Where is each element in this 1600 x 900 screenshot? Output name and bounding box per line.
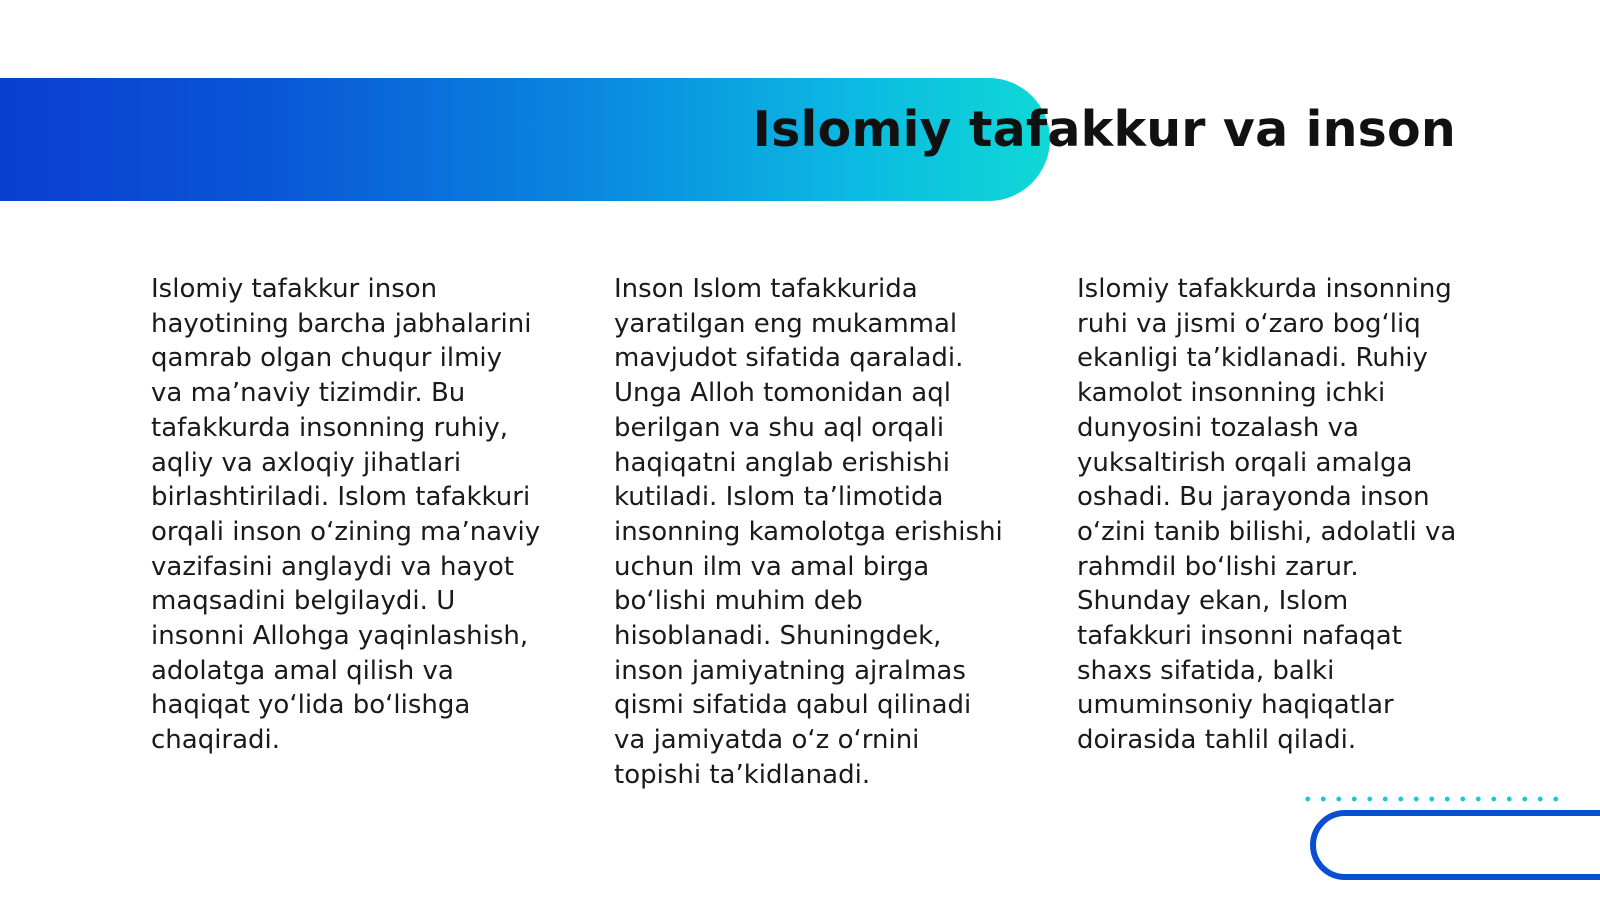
slide-title: Islomiy tafakkur va inson: [752, 101, 1456, 158]
text-column-right: Islomiy tafakkurda insonning ruhi va jismi o‘zaro bog‘liq ekanligi ta’kidlanadi. Ruhiy kamolot insonning ichki dunyosini tozalash va yuksaltirish orqali amalga oshadi. Bu jarayonda inson o‘zini tanib bilishi, adolatli va rahmdil bo‘lishi zarur. Shunday ekan, Islom tafakkuri insonni nafaqat shaxs sifatida, balki umuminsoniy haqiqatlar doirasida tahlil qiladi.: [1077, 274, 1457, 756]
decorative-dots: [1300, 796, 1560, 802]
text-column-left: Islomiy tafakkur inson hayotining barcha jabhalarini qamrab olgan chuqur ilmiy va ma’naviy tizimdir. Bu tafakkurda insonning ruhiy, aqliy va axloqiy jihatlari birlashtiriladi. Islom tafakkuri orqali inson o‘zining ma’naviy vazifasini anglaydi va hayot maqsadini belgilaydi. U insonni Allohga yaqinlashish, adolatga amal qilish va haqiqat yo‘lida bo‘lishga chaqiradi.: [151, 274, 541, 756]
text-column-middle: Inson Islom tafakkurida yaratilgan eng mukammal mavjudot sifatida qaraladi. Unga Alloh tomonidan aql berilgan va shu aql orqali haqiqatni anglab erishishi kutiladi. Islom ta’limotida insonning kamolotga erishishi uchun ilm va amal birga bo‘lishi muhim deb hisoblanadi. Shuningdek, inson jamiyatning ajralmas qismi sifatida qabul qilinadi va jamiyatda o‘z o‘rnini topishi ta’kidlanadi.: [614, 274, 1003, 790]
decorative-pill-outline: [1310, 810, 1600, 880]
